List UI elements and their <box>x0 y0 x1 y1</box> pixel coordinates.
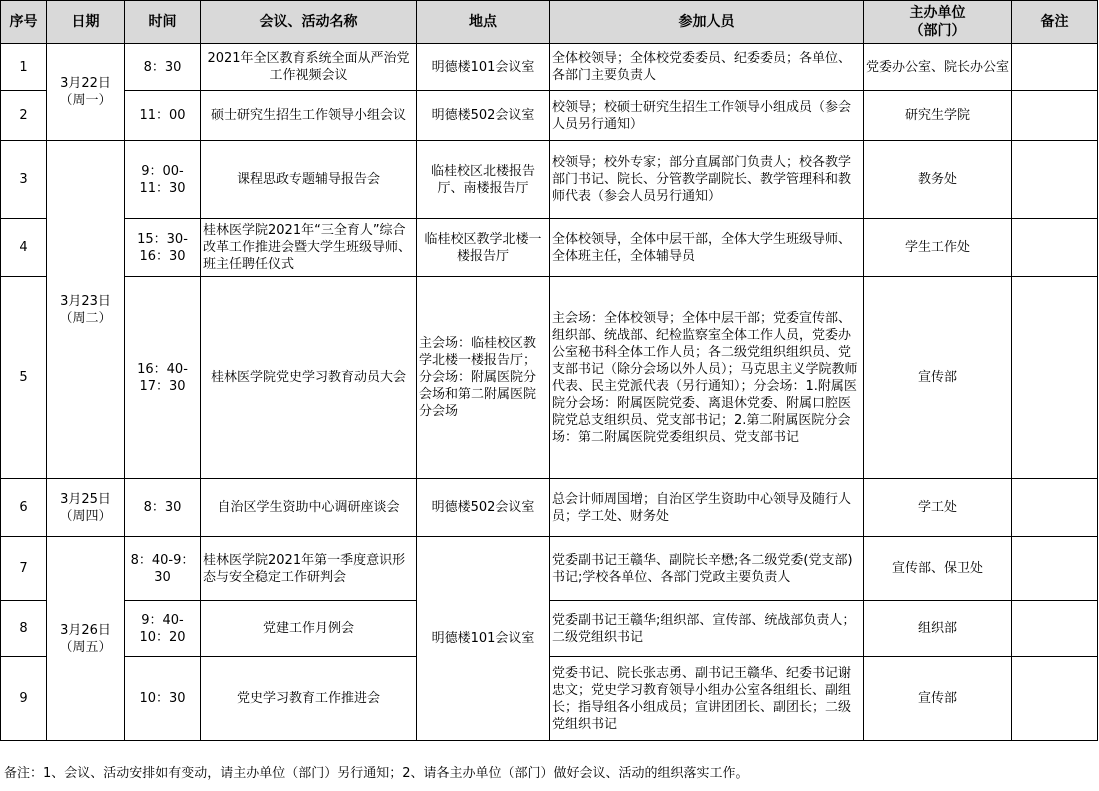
row-idx: 7 <box>1 537 47 601</box>
row-idx: 9 <box>1 657 47 741</box>
row-org: 学工处 <box>864 479 1012 537</box>
row-time: 8：40-9：30 <box>125 537 201 601</box>
row-remark <box>1012 277 1098 479</box>
row-idx: 2 <box>1 91 47 141</box>
header-org-line1: 主办单位 <box>909 5 966 21</box>
row-idx: 5 <box>1 277 47 479</box>
header-name: 会议、活动名称 <box>201 1 417 44</box>
row-time: 10：30 <box>125 657 201 741</box>
row-time: 8：30 <box>125 479 201 537</box>
header-time: 时间 <box>125 1 201 44</box>
row-name: 硕士研究生招生工作领导小组会议 <box>201 91 417 141</box>
header-idx: 序号 <box>1 1 47 44</box>
row-people: 党委副书记王赣华;组织部、宣传部、统战部负责人；二级党组织书记 <box>550 601 864 657</box>
row-org: 宣传部 <box>864 657 1012 741</box>
row-name: 自治区学生资助中心调研座谈会 <box>201 479 417 537</box>
date-cell <box>47 141 125 479</box>
row-time: 9：00-11：30 <box>125 141 201 219</box>
row-time: 15：30-16：30 <box>125 219 201 277</box>
row-name: 桂林医学院党史学习教育动员大会 <box>201 277 417 479</box>
date-day: 3月26日 <box>60 622 111 638</box>
date-week: （周二） <box>59 310 112 326</box>
header-people: 参加人员 <box>550 1 864 44</box>
row-org: 宣传部 <box>864 277 1012 479</box>
row-people: 党委副书记王赣华、副院长辛懋;各二级党委(党支部)书记;学校各单位、各部门党政主要负责人 <box>550 537 864 601</box>
footnote: 备注：1、会议、活动安排如有变动，请主办单位（部门）另行通知；2、请各主办单位（部门）做好会议、活动的组织落实工作。 <box>4 766 749 781</box>
date-day: 3月25日 <box>60 491 111 507</box>
row-idx: 8 <box>1 601 47 657</box>
row-name: 2021年全区教育系统全面从严治党工作视频会议 <box>201 44 417 91</box>
header-date: 日期 <box>47 1 125 44</box>
row-idx: 6 <box>1 479 47 537</box>
row-org: 教务处 <box>864 141 1012 219</box>
header-org <box>864 1 1012 44</box>
row-org: 党委办公室、院长办公室 <box>864 44 1012 91</box>
row-place: 明德楼502会议室 <box>417 479 550 537</box>
row-place: 明德楼101会议室 <box>417 44 550 91</box>
row-people: 主会场：全体校领导；全体中层干部；党委宣传部、组织部、统战部、纪检监察室全体工作人员，党委办公室秘书科全体工作人员；各二级党组织组织员、党支部书记（除分会场以外人员）；马克思主义学院教师代表、民主党派代表（另行通知）；分会场：1.附属医院分会场：附属医院党委、离退休党委、附属口腔医院党总支组织员、党支部书记；2.第二附属医院分会场：第二附属医院党委组织员、党支部书记 <box>550 277 864 479</box>
table-row <box>1 141 1098 219</box>
row-remark <box>1012 141 1098 219</box>
table-row <box>1 44 1098 91</box>
row-name: 党建工作月例会 <box>201 601 417 657</box>
date-day: 3月23日 <box>60 293 111 309</box>
row-org: 组织部 <box>864 601 1012 657</box>
row-remark <box>1012 91 1098 141</box>
row-remark <box>1012 44 1098 91</box>
date-cell <box>47 537 125 741</box>
table-row <box>1 657 1098 741</box>
row-remark <box>1012 479 1098 537</box>
row-people: 全体校领导；全体校党委委员、纪委委员；各单位、各部门主要负责人 <box>550 44 864 91</box>
row-org: 宣传部、保卫处 <box>864 537 1012 601</box>
row-name: 课程思政专题辅导报告会 <box>201 141 417 219</box>
row-time: 8：30 <box>125 44 201 91</box>
table-row <box>1 479 1098 537</box>
table-row <box>1 219 1098 277</box>
row-org: 研究生学院 <box>864 91 1012 141</box>
date-cell <box>47 44 125 141</box>
header-place: 地点 <box>417 1 550 44</box>
row-time: 11：00 <box>125 91 201 141</box>
row-people: 全体校领导，全体中层干部，全体大学生班级导师、全体班主任，全体辅导员 <box>550 219 864 277</box>
header-org-line2: （部门） <box>909 23 966 39</box>
row-name: 桂林医学院2021年“三全育人”综合改革工作推进会暨大学生班级导师、班主任聘任仪式 <box>201 219 417 277</box>
row-remark <box>1012 537 1098 601</box>
row-org: 学生工作处 <box>864 219 1012 277</box>
date-day: 3月22日 <box>60 76 111 91</box>
header-row <box>1 1 1098 44</box>
date-week: （周四） <box>59 508 112 524</box>
row-remark <box>1012 657 1098 741</box>
row-people: 党委书记、院长张志勇、副书记王赣华、纪委书记谢忠文；党史学习教育领导小组办公室各组组长、副组长；指导组各小组成员；宣讲团团长、副团长；二级党组织书记 <box>550 657 864 741</box>
row-people: 校领导；校外专家；部分直属部门负责人；校各教学部门书记、院长、分管教学副院长、教学管理科和教师代表（参会人员另行通知） <box>550 141 864 219</box>
row-place: 明德楼502会议室 <box>417 91 550 141</box>
date-week: （周五） <box>59 639 112 655</box>
row-idx: 3 <box>1 141 47 219</box>
row-time: 9：40-10：20 <box>125 601 201 657</box>
table-row <box>1 601 1098 657</box>
row-name: 桂林医学院2021年第一季度意识形态与安全稳定工作研判会 <box>201 537 417 601</box>
table-row <box>1 277 1098 479</box>
row-people: 总会计师周国增；自治区学生资助中心领导及随行人员；学工处、财务处 <box>550 479 864 537</box>
table-row <box>1 91 1098 141</box>
date-cell <box>47 479 125 537</box>
row-place: 临桂校区教学北楼一楼报告厅 <box>417 219 550 277</box>
row-place: 主会场：临桂校区教学北楼一楼报告厅；分会场：附属医院分会场和第二附属医院分会场 <box>417 277 550 479</box>
row-name: 党史学习教育工作推进会 <box>201 657 417 741</box>
row-place: 明德楼101会议室 <box>417 537 550 741</box>
row-remark <box>1012 219 1098 277</box>
header-remark: 备注 <box>1012 1 1098 44</box>
table-row <box>1 537 1098 601</box>
row-remark <box>1012 601 1098 657</box>
row-place: 临桂校区北楼报告厅、南楼报告厅 <box>417 141 550 219</box>
row-people: 校领导；校硕士研究生招生工作领导小组成员（参会人员另行通知） <box>550 91 864 141</box>
date-week: （周一） <box>59 93 112 108</box>
row-time: 16：40-17：30 <box>125 277 201 479</box>
row-idx: 1 <box>1 44 47 91</box>
row-idx: 4 <box>1 219 47 277</box>
